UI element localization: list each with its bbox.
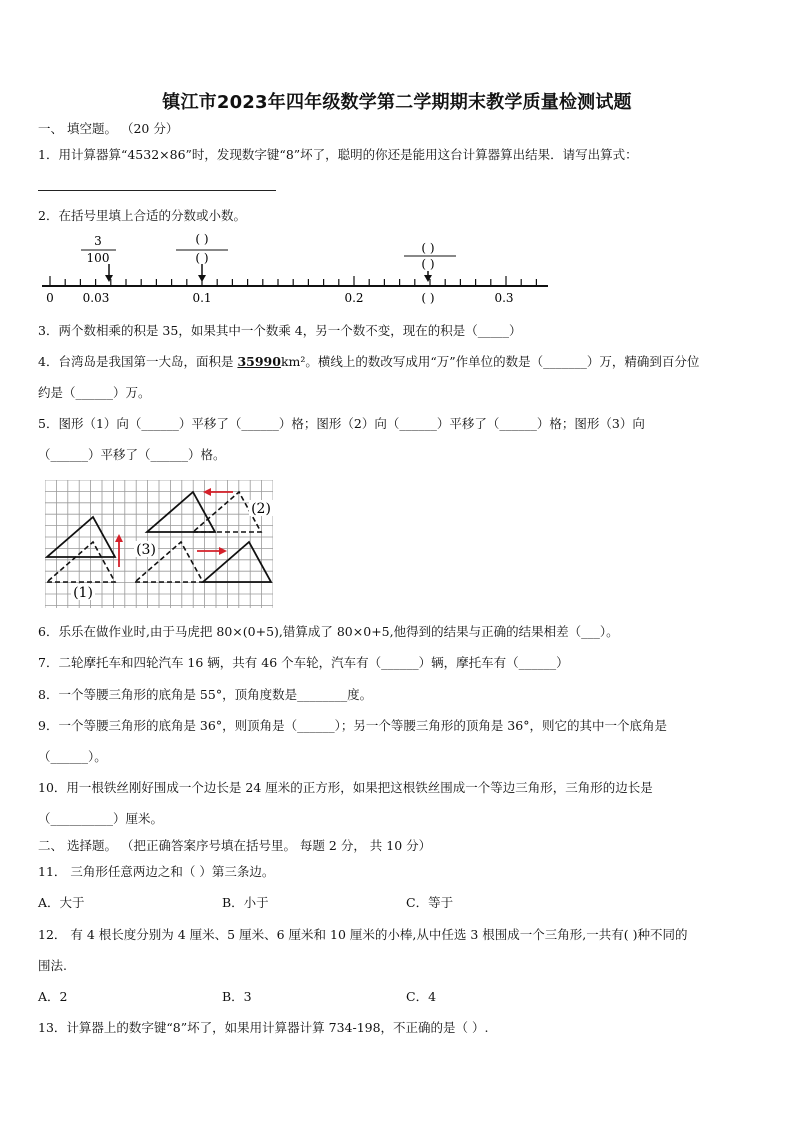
question-10: 10．用一根铁丝刚好围成一个边长是 24 厘米的正方形，如果把这根铁丝围成一个等边三角形，三角形的边长是 <box>38 780 653 795</box>
question-4-text-a: 4．台湾岛是我国第一大岛，面积是 <box>38 354 238 369</box>
question-12: 12． 有 4 根长度分别为 4 厘米、5 厘米、6 厘米和 10 厘米的小棒,从中任选 3 根围成一个三角形,一共有( )种不同的 <box>38 927 688 942</box>
question-4-text-b: km²。横线上的数改写成用“万”作单位的数是（_______）万，精确到百分位 <box>280 354 700 369</box>
tick-label-0: 0 <box>46 291 54 305</box>
question-4-cont: 约是（______）万。 <box>38 385 151 400</box>
fraction-denominator: 100 <box>86 251 110 265</box>
question-1: 1．用计算器算“4532×86”时，发现数字键“8”坏了，聪明的你还是能用这台计算器算出结果．请写出算式： <box>38 147 638 162</box>
blank-fraction-bottom-2: ( ) <box>421 257 435 271</box>
question-8: 8．一个等腰三角形的底角是 55°，顶角度数是________度。 <box>38 687 373 702</box>
tick-label-0.3: 0.3 <box>494 291 514 305</box>
question-4-underlined-number: 35990 <box>237 354 281 369</box>
blank-fraction-bottom-1: ( ) <box>195 251 209 265</box>
tick-label-blank: ( ) <box>421 291 435 305</box>
fraction-numerator: 3 <box>94 234 102 248</box>
section-heading-fill-blank: 一、 填空题。 （20 分） <box>38 121 179 136</box>
question-12-cont: 围法. <box>38 958 67 973</box>
question-5-cont: （______）平移了（______）格。 <box>38 447 226 462</box>
question-11: 11． 三角形任意两边之和（ ）第三条边。 <box>38 864 275 879</box>
figure-label-1: (1) <box>73 585 93 601</box>
tick-label-0.2: 0.2 <box>344 291 364 305</box>
blank-fraction-top-2: ( ) <box>421 241 435 255</box>
number-line-figure <box>36 230 556 310</box>
question-5: 5．图形（1）向（______）平移了（______）格；图形（2）向（______）平移了（______）格；图形（3）向 <box>38 416 645 431</box>
page-title: 镇江市2023年四年级数学第二学期期末教学质量检测试题 <box>162 92 632 113</box>
translation-grid-figure <box>45 480 273 608</box>
number-line-ticks <box>50 276 536 286</box>
blank-fraction-top-1: ( ) <box>195 232 209 246</box>
section-heading-choice: 二、 选择题。 （把正确答案序号填在括号里。 每题 2 分， 共 10 分） <box>38 838 432 853</box>
question-9-cont: （______）。 <box>38 749 107 764</box>
q12-option-b: B．3 <box>222 989 252 1004</box>
q11-option-b: B．小于 <box>222 895 269 910</box>
question-6: 6．乐乐在做作业时,由于马虎把 80×(0+5),错算成了 80×0+5,他得到的结果与正确的结果相差（___）。 <box>38 624 619 639</box>
question-3: 3．两个数相乘的积是 35，如果其中一个数乘 4，另一个数不变，现在的积是（_____） <box>38 323 522 338</box>
question-7: 7．二轮摩托车和四轮汽车 16 辆，共有 46 个车轮，汽车有（______）辆，摩托车有（______） <box>38 655 569 670</box>
question-4 <box>38 354 699 370</box>
question-10-cont: （__________）厘米。 <box>38 811 164 826</box>
q12-option-a: A．2 <box>38 989 68 1004</box>
question-9: 9．一个等腰三角形的底角是 36°，则顶角是（______）；另一个等腰三角形的顶角是 36°，则它的其中一个底角是 <box>38 718 667 733</box>
tick-label-0.1: 0.1 <box>192 291 212 305</box>
q11-option-a: A．大于 <box>38 895 85 910</box>
question-13: 13．计算器上的数字键“8”坏了，如果用计算器计算 734-198，不正确的是（ ）. <box>38 1020 489 1035</box>
q11-option-c: C．等于 <box>406 895 454 910</box>
figure-label-3: (3) <box>136 542 156 558</box>
answer-line <box>38 190 276 191</box>
q12-option-c: C．4 <box>406 989 437 1004</box>
tick-label-0.03: 0.03 <box>82 291 110 305</box>
question-2: 2．在括号里填上合适的分数或小数。 <box>38 208 246 223</box>
figure-label-2: (2) <box>251 501 271 517</box>
